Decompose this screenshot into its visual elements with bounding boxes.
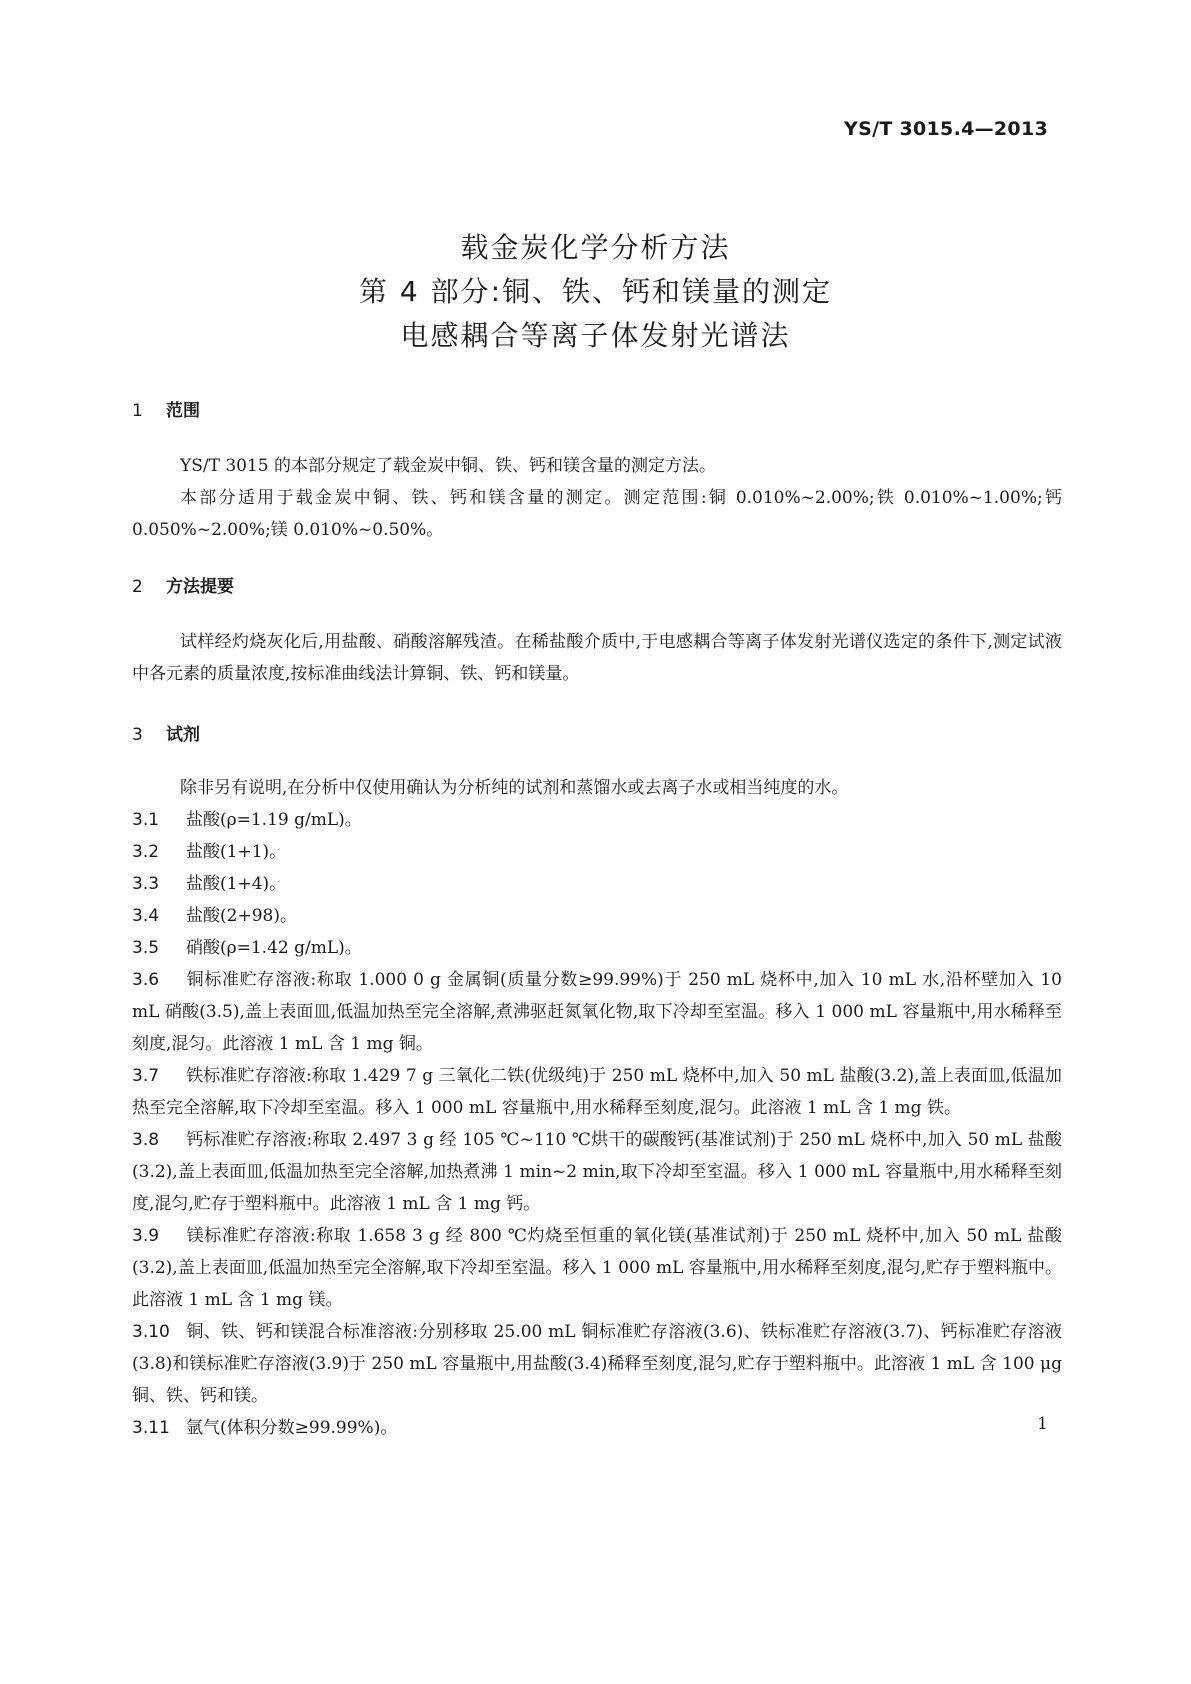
reagent-item: [132, 836, 1062, 868]
item-text: 硝酸(ρ=1.42 g/mL)。: [186, 938, 362, 958]
item-text: 铁标准贮存溶液:称取 1.429 7 g 三氧化二铁(优级纯)于 250 mL 烧杯中,加入 50 mL 盐酸(3.2),盖上表面皿,低温加热至完全溶解,取下冷却至室温。移入 1 000 mL 容量瓶中,用水稀释至刻度,混匀。此溶液 1 mL 含 1 mg 铁。: [132, 1066, 1062, 1118]
reagent-item: [132, 1124, 1062, 1220]
item-text: 氩气(体积分数≥99.99%)。: [186, 1418, 398, 1438]
item-number: 3.6: [132, 970, 160, 990]
section-number: 2: [132, 577, 143, 597]
item-text: 镁标准贮存溶液:称取 1.658 3 g 经 800 ℃灼烧至恒重的氧化镁(基准试剂)于 250 mL 烧杯中,加入 50 mL 盐酸(3.2),盖上表面皿,低温加热至完全溶解,取下冷却至室温。移入 1 000 mL 容量瓶中,用水稀释至刻度,混匀,贮存于塑料瓶中。此溶液 1 mL 含 1 mg 镁。: [132, 1226, 1063, 1310]
item-text: 铜标准贮存溶液:称取 1.000 0 g 金属铜(质量分数≥99.99%)于 250 mL 烧杯中,加入 10 mL 水,沿杯壁加入 10 mL 硝酸(3.5),盖上表面皿,低温加热至完全溶解,煮沸驱赶氮氧化物,取下冷却至室温。移入 1 000 mL 容量瓶中,用水稀释至刻度,混匀。此溶液 1 mL 含 1 mg 铜。: [132, 970, 1062, 1054]
item-number: 3.8: [132, 1130, 160, 1150]
section-number: 1: [132, 401, 143, 421]
reagent-item: [132, 964, 1062, 1060]
item-number: 3.11: [132, 1418, 170, 1438]
item-text: 钙标准贮存溶液:称取 2.497 3 g 经 105 ℃~110 ℃烘干的碳酸钙(基准试剂)于 250 mL 烧杯中,加入 50 mL 盐酸(3.2),盖上表面皿,低温加热至完全溶解,加热煮沸 1 min~2 min,取下冷却至室温。移入 1 000 mL 容量瓶中,用水稀释至刻度,混匀,贮存于塑料瓶中。此溶液 1 mL 含 1 mg 钙。: [132, 1130, 1062, 1214]
item-number: 3.3: [132, 874, 160, 894]
item-number: 3.5: [132, 938, 160, 958]
section-3-heading: [132, 720, 200, 745]
section-title: 方法提要: [166, 577, 234, 597]
item-text: 盐酸(1+4)。: [186, 874, 287, 894]
reagent-item: [132, 804, 1062, 836]
reagent-item: [132, 868, 1062, 900]
section-2-paragraph-1: 试样经灼烧灰化后,用盐酸、硝酸溶解残渣。在稀盐酸介质中,于电感耦合等离子体发射光谱仪选定的条件下,测定试液中各元素的质量浓度,按标准曲线法计算铜、铁、钙和镁量。: [132, 632, 1062, 684]
standard-code: YS/T 3015.4—2013: [844, 118, 1048, 140]
item-text: 盐酸(2+98)。: [186, 906, 297, 926]
section-1-paragraph-1: YS/T 3015 的本部分规定了载金炭中铜、铁、钙和镁含量的测定方法。: [180, 456, 717, 476]
title-line-2: 第 4 部分:铜、铁、钙和镁量的测定: [358, 275, 833, 308]
item-number: 3.10: [132, 1322, 170, 1342]
section-1-paragraph-2: 本部分适用于载金炭中铜、铁、钙和镁含量的测定。测定范围:铜 0.010%~2.00%;铁 0.010%~1.00%;钙 0.050%~2.00%;镁 0.010%~0.50%。: [132, 488, 1062, 540]
section-number: 3: [132, 725, 143, 745]
page-number: 1: [1037, 1414, 1048, 1434]
document-title: [0, 226, 1191, 358]
item-number: 3.4: [132, 906, 160, 926]
item-number: 3.2: [132, 842, 160, 862]
title-line-3: 电感耦合等离子体发射光谱法: [400, 319, 791, 352]
reagent-item: [132, 900, 1062, 932]
section-title: 试剂: [166, 725, 200, 745]
item-text: 盐酸(ρ=1.19 g/mL)。: [186, 810, 362, 830]
reagent-item: [132, 1220, 1062, 1316]
title-line-1: 载金炭化学分析方法: [460, 231, 731, 264]
section-1-heading: [132, 396, 200, 421]
reagent-item: [132, 932, 1062, 964]
item-number: 3.1: [132, 810, 160, 830]
reagent-item: [132, 1316, 1062, 1412]
section-title: 范围: [166, 401, 200, 421]
item-number: 3.9: [132, 1226, 160, 1246]
item-number: 3.7: [132, 1066, 160, 1086]
section-3-intro: 除非另有说明,在分析中仅使用确认为分析纯的试剂和蒸馏水或去离子水或相当纯度的水。: [180, 778, 849, 798]
reagent-item: [132, 1060, 1062, 1124]
section-2-heading: [132, 572, 234, 597]
item-text: 盐酸(1+1)。: [186, 842, 287, 862]
reagent-list: [132, 804, 1062, 1444]
item-text: 铜、铁、钙和镁混合标准溶液:分别移取 25.00 mL 铜标准贮存溶液(3.6)、铁标准贮存溶液(3.7)、钙标准贮存溶液(3.8)和镁标准贮存溶液(3.9)于 250 mL 容量瓶中,用盐酸(3.4)稀释至刻度,混匀,贮存于塑料瓶中。此溶液 1 mL 含 100 μg 铜、铁、钙和镁。: [132, 1322, 1062, 1406]
reagent-item: [132, 1412, 1062, 1444]
